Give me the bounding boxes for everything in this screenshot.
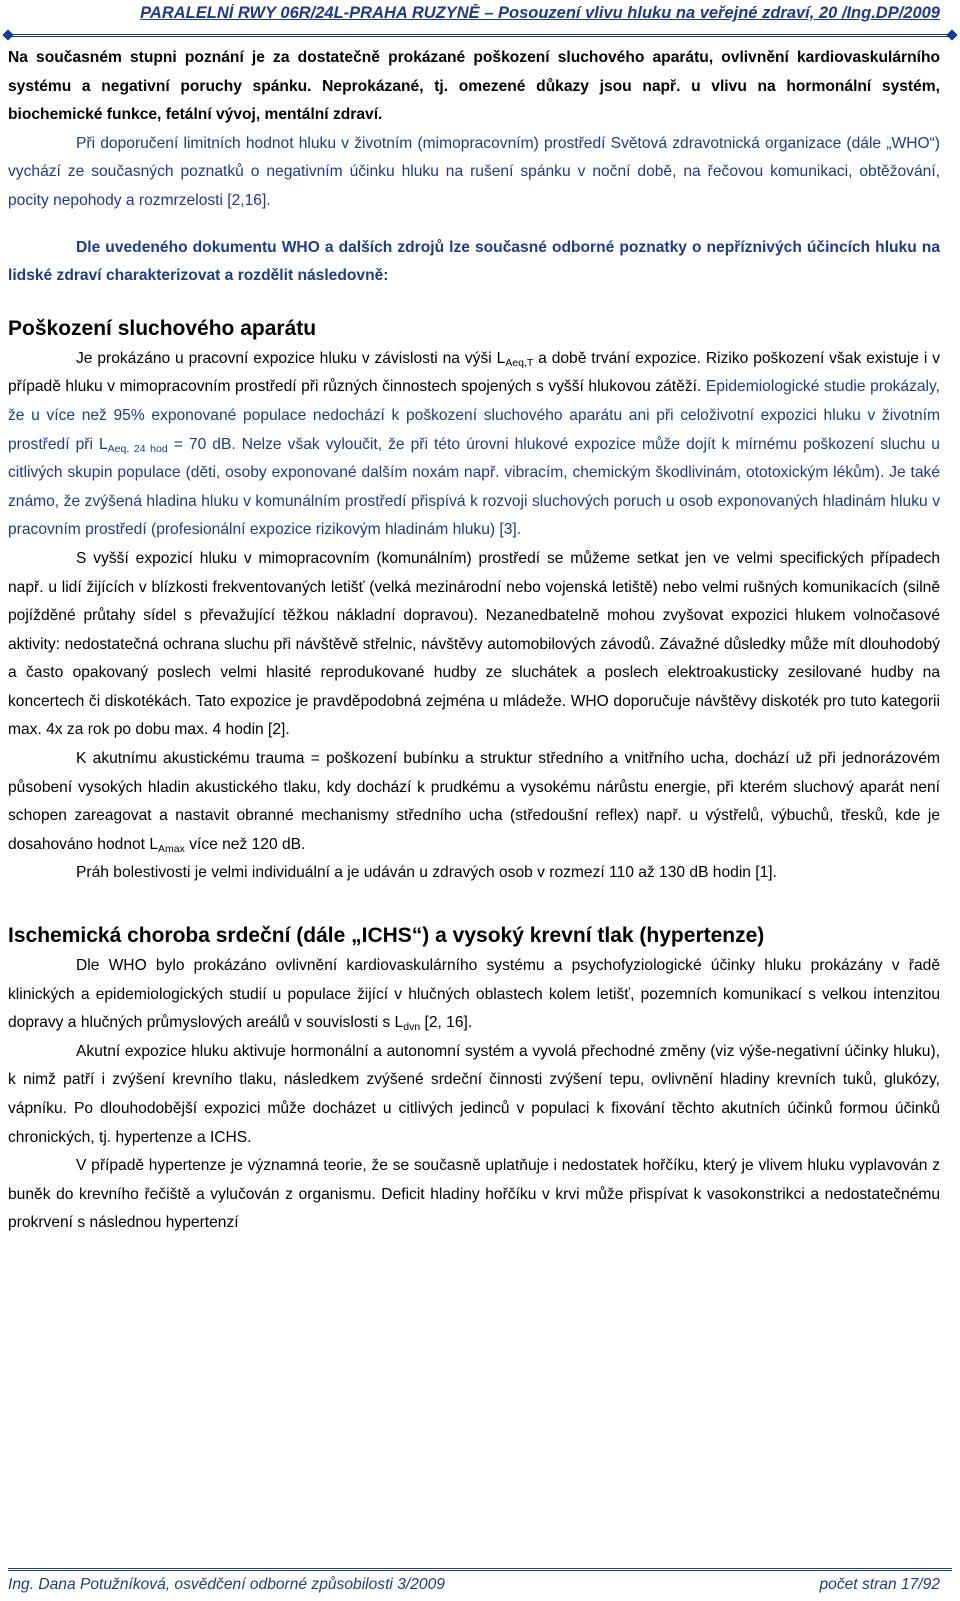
ldvn-subscript: dvn [403,1021,421,1034]
ichs-paragraph-1 [8,952,940,1038]
laeq-24h-subscript: Aeq, 24 hod [107,442,168,455]
hearing-p3-text-a: K akutnímu akustickému trauma = poškození bubínku a struktur středního a vnitřního ucha, dochází už při jednorázovém působení vysokých hladin akustického tlaku, kdy dochází k prudkému a vysokému nárůstu energie, při kterém sluchový aparát není schopen zareagovat a nastavit obranné mechanismy středního ucha (středoušní reflex) např. u výstřelů, výbuchů, třesků, kde je dosahováno hodnot L [8,750,940,853]
ichs-p1-text-a: Dle WHO bylo prokázáno ovlivnění kardiovaskulárního systému a psychofyziologické účinky hluku prokázány v řadě klinických a epidemiologických studií u populace žijící v hlučných oblastech kolem letišť, pozemních komunikací s velkou intenzitou dopravy a hlučných průmyslových areálů v souvislosti s L [8,957,940,1032]
ichs-paragraph-2: Akutní expozice hluku aktivuje hormonální a autonomní systém a vyvolá přechodné změny (viz výše-negativní účinky hluku), k nimž patří i zvýšení krevního tlaku, následkem zvýšené srdeční činnosti zvýšení tepu, ovlivnění hladiny krevních tuků, glukózy, vápníku. Po dlouhodobější expozici může docházet u citlivých jedinců v populaci k fixování těchto akutních účinků formou účinků chronických, tj. hypertenze a ICHS. [8,1042,940,1146]
intro-paragraph-2: Při doporučení limitních hodnot hluku v životním (mimopracovním) prostředí Světová zdravotnická organizace (dále „WHO“) vychází ze současných poznatků o negativním účinku hluku na rušení spánku v noční době, na řečovou komunikaci, obtěžování, pocity nepohody a rozmrzelosti [2,16]. [8,134,940,209]
intro-paragraph-1: Na současném stupni poznání je za dostatečně prokázané poškození sluchového aparátu, ovlivnění kardiovaskulárního systému a negativní poruchy spánku. Neprokázané, tj. omezené důkazy jsou např. u vlivu na hormonální systém, biochemické funkce, fetální vývoj, mentální zdraví. [8,49,940,124]
section-heading-hearing: Poškození sluchového aparátu [8,316,317,340]
hearing-paragraph-3 [8,745,940,859]
hearing-p1-text-a: Je prokázáno u pracovní expozice hluku v závislosti na výši L [76,349,506,367]
running-header: PARALELNÍ RWY 06R/24L-PRAHA RUZYNĚ – Posouzení vlivu hluku na veřejné zdraví, 20 /Ing.DP/2009 [140,4,940,22]
section-heading-ichs: Ischemická choroba srdeční (dále „ICHS“) a vysoký krevní tlak (hypertenze) [8,924,765,948]
footer-divider [8,1568,952,1571]
footer-page-count: počet stran 17/92 [819,1576,940,1593]
hearing-p1-text-d: = 70 dB. Nelze však vyloučit, že při této úrovni hlukové expozice může dojít k mírnému poškození sluchu u citlivých skupin populace (děti, osoby exponované dalším noxám např. vibracím, chemickým škodlivinám, ototoxickým lékům). Je také známo, že zvýšená hladina hluku v komunálním prostředí přispívá k rozvoji sluchových poruch u osob exponovaných hladinám hluku v pracovním prostředí (profesionální expozice rizikovým hladinám hluku) [3]. [8,435,940,539]
hearing-p3-text-b: více než 120 dB. [184,835,306,853]
hearing-paragraph-2: S vyšší expozicí hluku v mimopracovním (komunálním) prostředí se můžeme setkat jen ve velmi specifických případech např. u lidí žijících v blízkosti frekventovaných letišť (velká mezinárodní nebo vojenská letiště) nebo velmi rušných komunikacích (silně pojížděné průtahy sídel s převažující těžkou nákladní dopravou). Nezanedbatelně mohou zvyšovat expozici hlukem volnočasové aktivity: nedostatečná ochrana sluchu při návštěvě střelnic, návštěvy automobilových závodů. Závažné důsledky může mít dlouhodobý a často opakovaný poslech velmi hlasité reprodukované hudby ze sluchátek a poslech elektroakusticky zesilované hudby na koncertech či diskotékách. Tato expozice je pravděpodobná zejména u mládeže. WHO doporučuje návštěvy diskoték pro tuto kategorii max. 4x za rok po dobu max. 4 hodin [2]. [8,549,940,739]
body-text [8,44,940,1238]
laeq-t-subscript: Aeq,T [505,356,534,369]
running-footer [8,1576,940,1594]
hearing-paragraph-4: Práh bolestivosti je velmi individuální a je udáván u zdravých osob v rozmezí 110 až 130 dB hodin [1]. [76,864,777,882]
ichs-paragraph-3: V případě hypertenze je významná teorie, že se současně uplatňuje i nedostatek hořčíku, který je vlivem hluku vyplavován z buněk do krevního řečiště a vylučován z organismu. Deficit hladiny hořčíku v krvi může přispívat k vasokonstrikci a nedostatečnému prokrvení s následnou hypertenzí [8,1157,940,1232]
footer-author: Ing. Dana Potužníková, osvědčení odborné způsobilosti 3/2009 [8,1576,445,1593]
lamax-subscript: Amax [158,842,185,855]
hearing-paragraph-1 [8,345,940,545]
hearing-p1-text-c: Epidemiologické studie prokázaly, že u více než 95% exponované populace nedochází k poškození sluchového aparátu ani při celoživotní expozici hluku v životním prostředí při L [8,378,940,453]
hearing-p1-text-b: a době trvání expozice. Riziko poškození však existuje i v případě hluku v mimopracovním prostředí při různých činnostech spojených s vyšší hlukovou zátěží. [8,349,940,396]
header-divider [8,34,952,37]
ichs-p1-text-b: [2, 16]. [420,1014,473,1032]
intro-paragraph-3: Dle uvedeného dokumentu WHO a dalších zdrojů lze současné odborné poznatky o nepříznivých účincích hluku na lidské zdraví charakterizovat a rozdělit následovně: [8,238,940,285]
